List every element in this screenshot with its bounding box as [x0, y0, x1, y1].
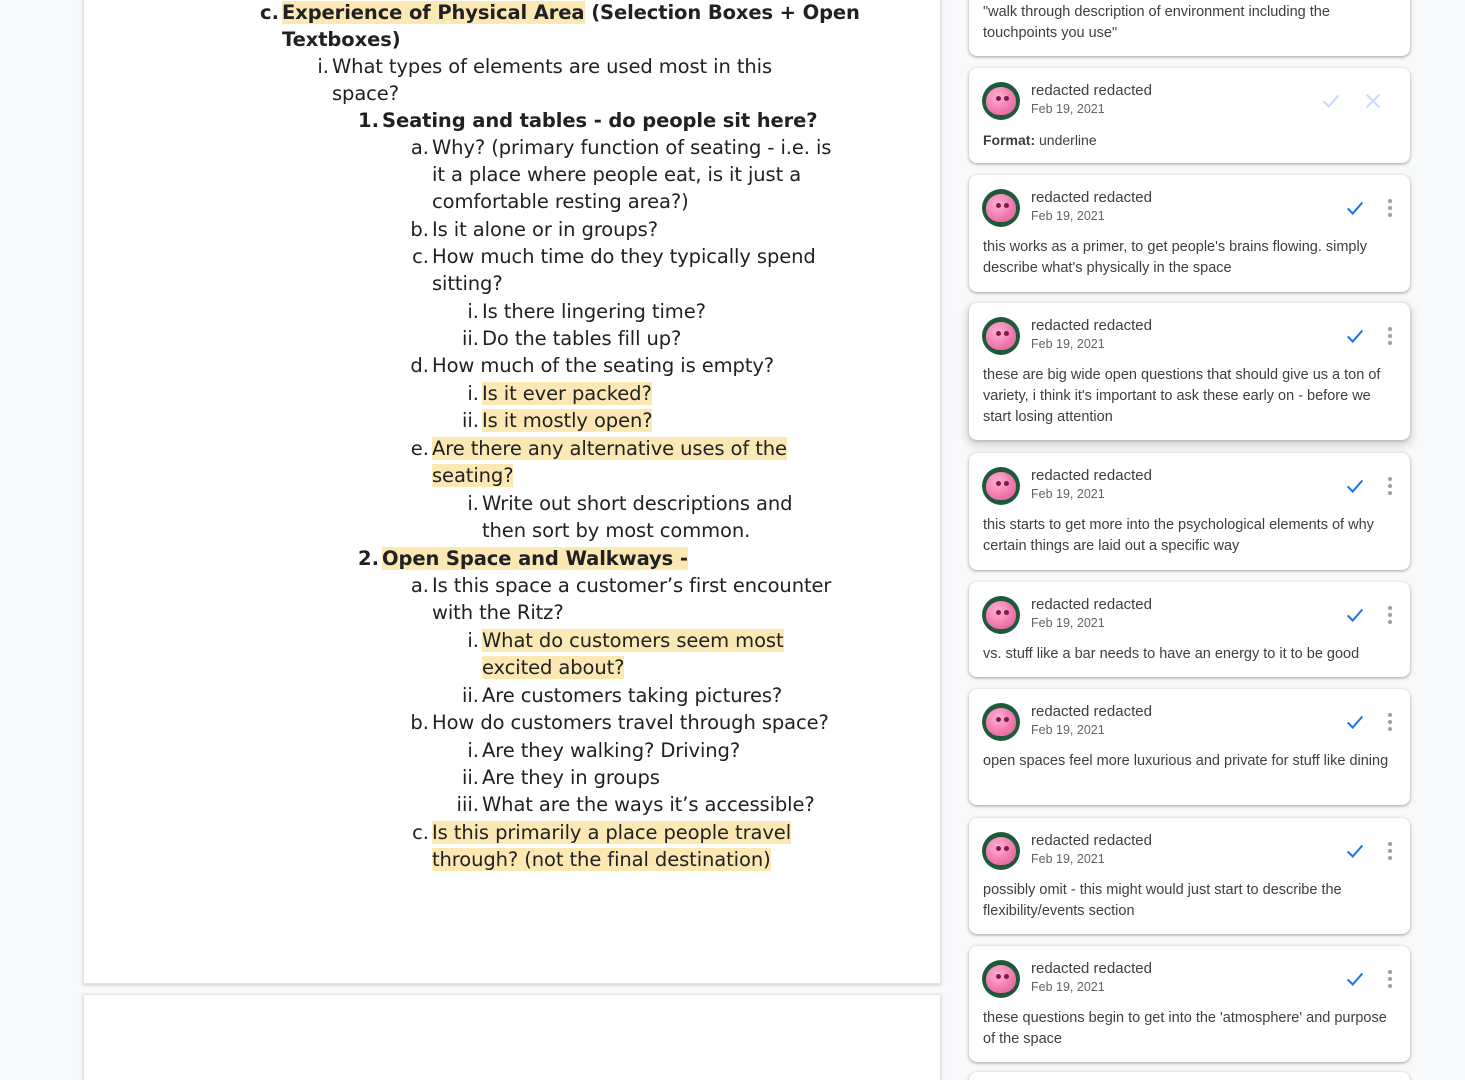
document-line: comfortable resting area?)	[432, 190, 689, 213]
document-line: through? (not the final destination)	[432, 848, 771, 871]
avatar	[982, 832, 1020, 870]
resolve-check-icon[interactable]	[1342, 325, 1368, 347]
list-marker: c.	[412, 245, 429, 268]
comment-date: Feb 19, 2021	[1031, 723, 1105, 737]
more-options-icon[interactable]	[1386, 711, 1394, 733]
document-line: Experience of Physical Area (Selection Boxes + Open	[282, 1, 860, 24]
comment-card-partial[interactable]	[969, 0, 1410, 56]
resolve-check-icon[interactable]	[1342, 475, 1368, 497]
resolve-check-icon[interactable]	[1342, 711, 1368, 733]
resolve-check-icon[interactable]	[1342, 604, 1368, 626]
list-marker: i.	[467, 492, 479, 515]
comment-card[interactable]	[969, 303, 1410, 440]
document-line: Open Space and Walkways -	[382, 547, 688, 570]
list-marker: 2.	[358, 547, 379, 570]
document-line: What types of elements are used most in this	[332, 55, 773, 78]
document-body[interactable]	[84, 0, 940, 983]
suggestion-card[interactable]	[969, 68, 1410, 163]
document-line: Is it mostly open?	[482, 409, 653, 432]
document-line: What do customers seem most	[482, 629, 784, 652]
document-line: Seating and tables - do people sit here?	[382, 109, 818, 132]
list-marker: i.	[467, 382, 479, 405]
avatar	[982, 960, 1020, 998]
avatar	[982, 189, 1020, 227]
comment-date: Feb 19, 2021	[1031, 102, 1105, 116]
list-marker: i.	[467, 300, 479, 323]
comment-card[interactable]	[969, 689, 1410, 805]
comment-text: possibly omit - this might would just start to describe the flexibility/events section	[983, 882, 1342, 919]
more-options-icon[interactable]	[1386, 840, 1394, 862]
document-line: Is it alone or in groups?	[432, 218, 658, 241]
avatar	[982, 317, 1020, 355]
document-line: Are there any alternative uses of the	[432, 437, 787, 460]
document-line: sitting?	[432, 272, 503, 295]
document-line: excited about?	[482, 656, 625, 679]
document-line: What are the ways it’s accessible?	[482, 793, 815, 816]
list-marker: ii.	[461, 684, 479, 707]
list-marker: ii.	[461, 766, 479, 789]
document-page	[83, 0, 941, 984]
comment-author: redacted redacted	[1031, 82, 1152, 99]
comment-card[interactable]	[969, 453, 1410, 570]
comment-text: these questions begin to get into the 'atmosphere' and purpose of the space	[983, 1010, 1387, 1047]
document-page-next	[83, 994, 941, 1080]
comment-text: these are big wide open questions that should give us a ton of variety, i think it's important to ask these early on - before we start losing attention	[983, 367, 1381, 425]
resolve-check-icon[interactable]	[1342, 840, 1368, 862]
comment-date: Feb 19, 2021	[1031, 616, 1105, 630]
comment-date: Feb 19, 2021	[1031, 852, 1105, 866]
document-line: Are they in groups	[482, 766, 660, 789]
list-marker: i.	[317, 55, 329, 78]
document-line: How do customers travel through space?	[432, 711, 829, 734]
document-line: How much time do they typically spend	[432, 245, 816, 268]
comment-card-partial-bottom[interactable]	[969, 1072, 1410, 1080]
more-options-icon[interactable]	[1386, 475, 1394, 497]
document-line: Do the tables fill up?	[482, 327, 682, 350]
comment-author: redacted redacted	[1031, 960, 1152, 977]
list-marker: ii.	[461, 327, 479, 350]
comment-text: this starts to get more into the psychological elements of why certain things are laid out a specific way	[983, 517, 1374, 554]
reject-suggestion-icon[interactable]	[1362, 90, 1384, 112]
comment-date: Feb 19, 2021	[1031, 980, 1105, 994]
list-marker: e.	[410, 437, 429, 460]
list-marker: c.	[260, 1, 279, 24]
comment-author: redacted redacted	[1031, 317, 1152, 334]
comment-date: Feb 19, 2021	[1031, 209, 1105, 223]
comment-card[interactable]	[969, 946, 1410, 1062]
document-line: seating?	[432, 464, 514, 487]
more-options-icon[interactable]	[1386, 968, 1394, 990]
document-line: Why? (primary function of seating - i.e. is	[432, 136, 832, 159]
list-marker: i.	[467, 629, 479, 652]
comment-author: redacted redacted	[1031, 703, 1152, 720]
avatar	[982, 467, 1020, 505]
comment-author: redacted redacted	[1031, 189, 1152, 206]
comment-card[interactable]	[969, 818, 1410, 934]
comment-text: open spaces feel more luxurious and private for stuff like dining	[983, 753, 1389, 769]
resolve-check-icon[interactable]	[1342, 197, 1368, 219]
list-marker: c.	[412, 821, 429, 844]
document-line: with the Ritz?	[432, 601, 564, 624]
document-line: space?	[332, 82, 399, 105]
comment-text: this works as a primer, to get people's brains flowing. simply describe what's physically in the space	[983, 239, 1367, 276]
list-marker: a.	[410, 136, 429, 159]
resolve-check-icon[interactable]	[1342, 968, 1368, 990]
document-line: How much of the seating is empty?	[432, 354, 775, 377]
list-marker: 1.	[358, 109, 379, 132]
document-line: Is this space a customer’s first encounter	[432, 574, 832, 597]
comment-card[interactable]	[969, 582, 1410, 677]
comment-date: Feb 19, 2021	[1031, 337, 1105, 351]
list-marker: ii.	[461, 409, 479, 432]
avatar	[982, 596, 1020, 634]
avatar	[982, 703, 1020, 741]
list-marker: b.	[410, 711, 429, 734]
comment-text: vs. stuff like a bar needs to have an energy to it to be good	[983, 646, 1360, 662]
list-marker: i.	[467, 739, 479, 762]
comment-author: redacted redacted	[1031, 467, 1152, 484]
list-marker: iii.	[456, 793, 479, 816]
comment-author: redacted redacted	[1031, 832, 1152, 849]
comment-card[interactable]	[969, 175, 1410, 292]
document-line: Are customers taking pictures?	[482, 684, 783, 707]
more-options-icon[interactable]	[1386, 604, 1394, 626]
document-line: Is there lingering time?	[482, 300, 706, 323]
list-marker: b.	[410, 218, 429, 241]
accept-suggestion-icon[interactable]	[1318, 90, 1344, 112]
avatar	[982, 82, 1020, 120]
comment-date: Feb 19, 2021	[1031, 487, 1105, 501]
document-line: then sort by most common.	[482, 519, 751, 542]
comment-author: redacted redacted	[1031, 596, 1152, 613]
list-marker: d.	[410, 354, 429, 377]
document-line: Write out short descriptions and	[482, 492, 793, 515]
document-line: Textboxes)	[282, 28, 401, 51]
more-options-icon[interactable]	[1386, 197, 1394, 219]
document-line: Is it ever packed?	[482, 382, 652, 405]
document-line: it a place where people eat, is it just a	[432, 163, 802, 186]
format-line: Format: underline	[983, 132, 1097, 148]
document-line: Are they walking? Driving?	[482, 739, 741, 762]
comment-quote: "walk through description of environment including the touchpoints you use"	[983, 4, 1330, 41]
document-line: Is this primarily a place people travel	[432, 821, 792, 844]
more-options-icon[interactable]	[1386, 325, 1394, 347]
list-marker: a.	[410, 574, 429, 597]
